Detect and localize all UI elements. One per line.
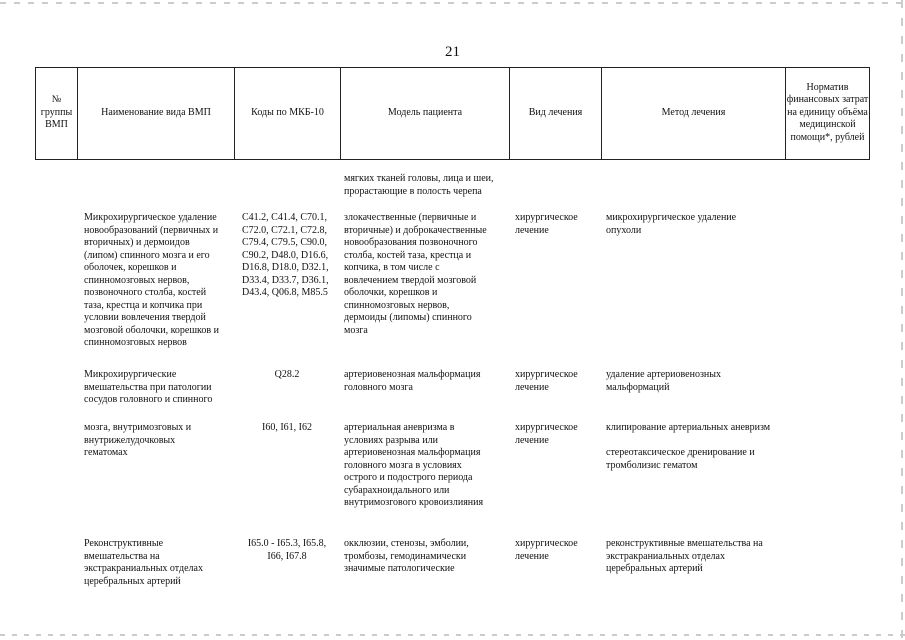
table-row-3-treatment: хирургическое лечение (515, 422, 578, 446)
header-vmp-name: Наименование вида ВМП (101, 106, 211, 118)
page-number: 21 (445, 44, 460, 60)
table-row-1-codes: C41.2, C41.4, C70.1, C72.0, C72.1, C72.8, C79.4, C79.5, C90.0, C90.2, D48.0, D16.6, D16.8, D18.0, D32.1, D33.4, D33.7, D36.1, D43.4, Q06.8, M85.5 (242, 212, 329, 298)
table-row-4-model: окклюзии, стенозы, эмболии, тромбозы, гемодинамически значимые патологические (344, 538, 469, 574)
table-header-bottom-border (35, 159, 870, 160)
table-row-3-codes: I60, I61, I62 (262, 422, 312, 433)
column-divider (869, 67, 870, 159)
table-row-1-treatment: хирургическое лечение (515, 212, 578, 236)
header-cost-standard: Норматив финансовых затрат на единицу объёма медицинской помощи*, рублей (786, 81, 869, 143)
table-row-3-name: мозга, внутримозговых и внутрижелудочковых гематомах (84, 422, 192, 458)
table-row-1-method: микрохирургическое удаление опухоли (606, 212, 737, 236)
scan-edge-right (901, 0, 903, 640)
header-treatment-method: Метод лечения (661, 106, 726, 118)
table-row-2-name: Микрохирургические вмешательства при патологии сосудов головного и спинного (84, 369, 213, 405)
scan-edge-top (0, 2, 905, 4)
table-row-4-codes: I65.0 - I65.3, I65.8, I66, I67.8 (247, 538, 327, 562)
table-row-2-codes: Q28.2 (274, 369, 300, 380)
header-treatment-type: Вид лечения (528, 106, 583, 118)
table-row-3-method: клипирование артериальных аневризм стереотаксическое дренирование и тромболизис гематом (606, 422, 771, 471)
table-row-4-treatment: хирургическое лечение (515, 538, 578, 562)
table-row-3-model: артериальная аневризма в условиях разрыва или артериовенозная мальформация головного мозга в условиях острого и подострого периода субарахноидального или внутримозгового кровоизлияния (344, 422, 484, 508)
header-icd-codes: Коды по МКБ-10 (251, 106, 324, 118)
table-row-1-model: злокачественные (первичные и вторичные) и доброкачественные новообразования позвоночного столба, костей таза, крестца и копчика, в том числе с вовлечением твердой мозговой оболочки, корешков и спинномозговых нервов, дермоиды (липомы) спинного мозга (344, 212, 487, 336)
table-row-4-name: Реконструктивные вмешательства на экстракраниальных отделах церебральных артерий (84, 538, 203, 587)
table-row-4-method: реконструктивные вмешательства на экстракраниальных отделах церебральных артерий (606, 538, 763, 574)
header-patient-model: Модель пациента (387, 106, 463, 118)
table-row-2-method: удаление артериовенозных мальформаций (606, 369, 721, 393)
scan-edge-bottom (0, 634, 905, 636)
header-group-number: № группы ВМП (40, 94, 73, 131)
table-row-1-name: Микрохирургическое удаление новообразований (первичных и вторичных) и дермоидов (липом) спинного мозга и его оболочек, корешков и спинномозговых нервов, позвоночного столба, костей таза, крестца и копчика при условии вовлечения твердой мозговой оболочки, корешков и спинномозговых нервов (84, 212, 219, 348)
table-row-2-treatment: хирургическое лечение (515, 369, 578, 393)
table-row-2-model: артериовенозная мальформация головного мозга (344, 369, 481, 393)
table-row-0-model: мягких тканей головы, лица и шеи, прорастающие в полость черепа (344, 173, 494, 197)
